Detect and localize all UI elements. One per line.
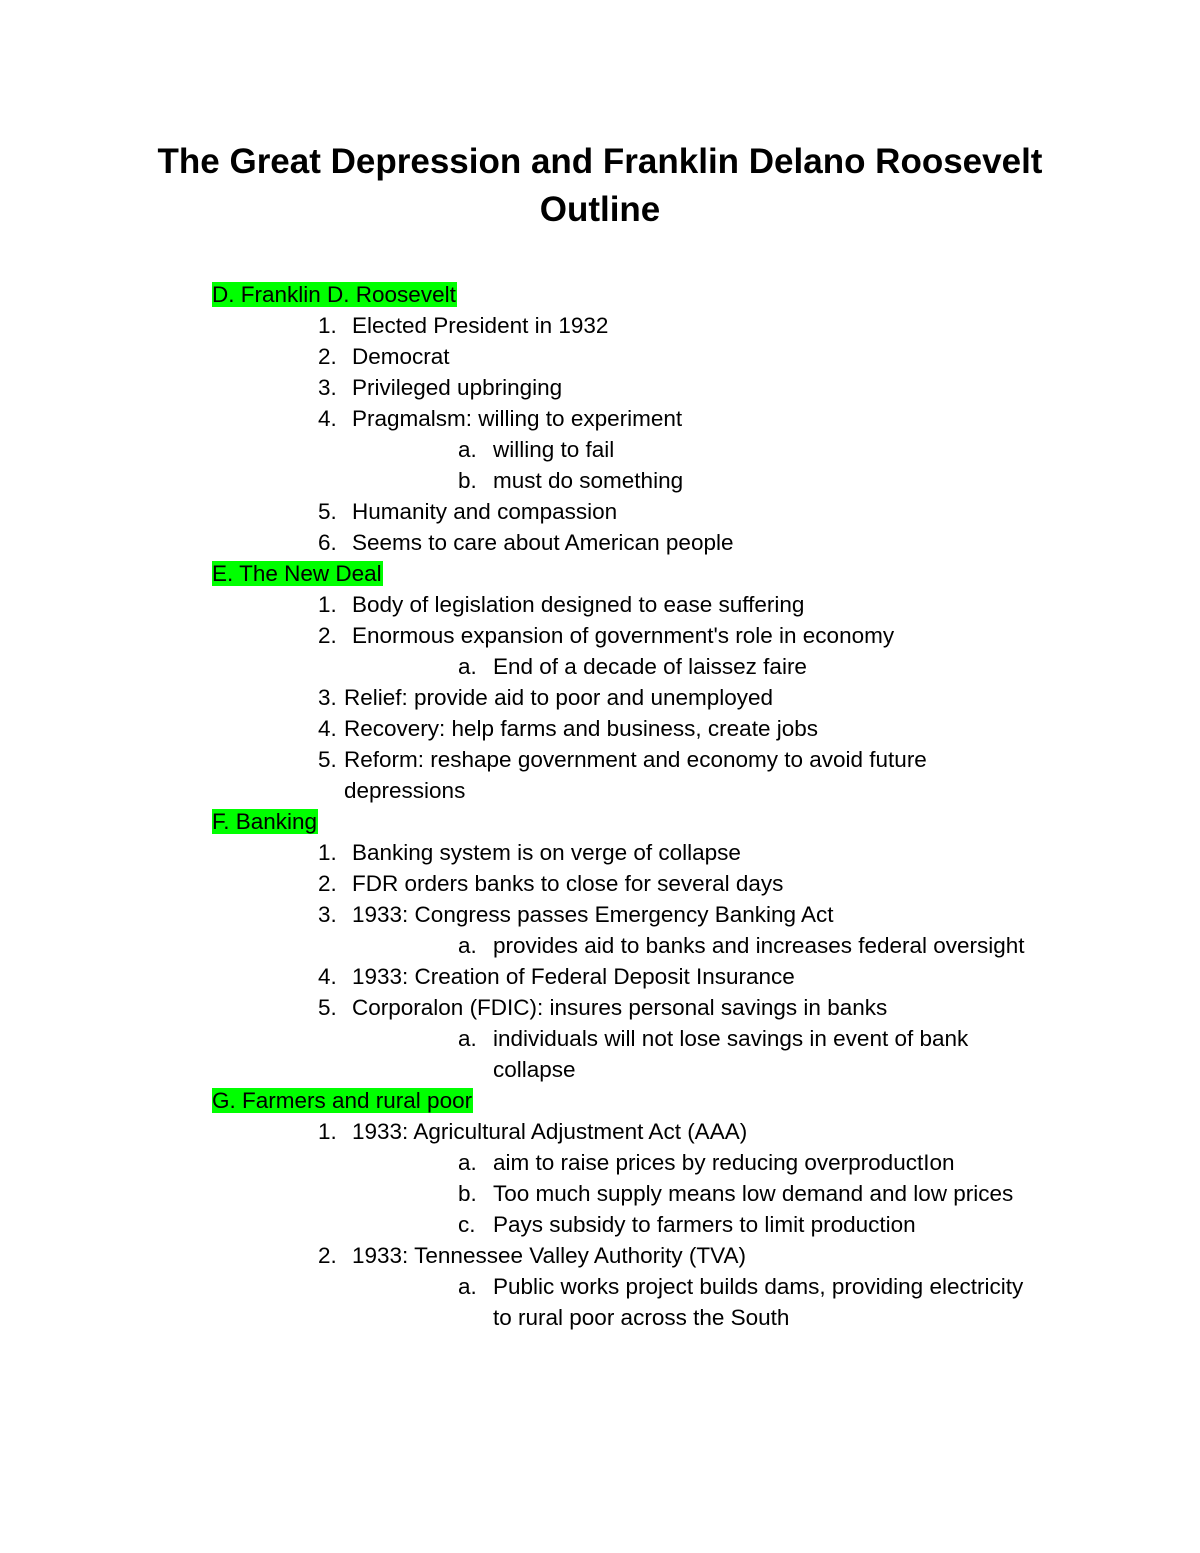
list-item-number: 1. xyxy=(318,592,337,617)
sub-list-item xyxy=(0,930,1200,961)
list-item-number: 1. xyxy=(318,1119,337,1144)
list-item-text: Humanity and compassion xyxy=(352,499,618,524)
list-item-number: 1. xyxy=(318,313,337,338)
list-item xyxy=(0,992,1200,1023)
sub-list-item xyxy=(0,1147,1200,1178)
list-item-text: Pragmalsm: willing to experiment xyxy=(352,406,683,431)
sub-list-item-text: Pays subsidy to farmers to limit production xyxy=(493,1212,916,1237)
section-heading-highlight: G. Farmers and rural poor xyxy=(212,1088,473,1113)
list-item-number: 5. xyxy=(318,747,337,772)
section-heading xyxy=(212,279,457,310)
list-item xyxy=(0,1240,1200,1271)
sub-list-item-text: End of a decade of laissez faire xyxy=(493,654,807,679)
list-item-number: 5. xyxy=(318,499,337,524)
sub-list-item-text: aim to raise prices by reducing overproductIon xyxy=(493,1150,955,1175)
list-item-text: Seems to care about American people xyxy=(352,530,734,555)
list-item-text: FDR orders banks to close for several days xyxy=(352,871,784,896)
list-item-text: 1933: Tennessee Valley Authority (TVA) xyxy=(352,1243,746,1268)
sub-list-item-letter: a. xyxy=(458,1026,477,1051)
list-item-number: 3. xyxy=(318,375,337,400)
list-item-number: 6. xyxy=(318,530,337,555)
list-item-number: 3. xyxy=(318,902,337,927)
section-heading-highlight: F. Banking xyxy=(212,809,318,834)
list-item xyxy=(0,744,1200,775)
list-item xyxy=(0,589,1200,620)
sub-list-item-text: individuals will not lose savings in event of bank xyxy=(493,1026,969,1051)
list-item-number: 2. xyxy=(318,344,337,369)
sub-list-item-continuation: collapse xyxy=(493,1057,576,1082)
list-item-text: 1933: Creation of Federal Deposit Insurance xyxy=(352,964,795,989)
sub-list-item-letter: a. xyxy=(458,654,477,679)
list-item xyxy=(0,837,1200,868)
list-item-number: 2. xyxy=(318,871,337,896)
list-item-number: 4. xyxy=(318,716,337,741)
sub-list-item xyxy=(0,1023,1200,1054)
list-item-text: Enormous expansion of government's role in economy xyxy=(352,623,895,648)
list-item-text: Reform: reshape government and economy to avoid future xyxy=(344,747,927,772)
list-item xyxy=(0,620,1200,651)
list-item xyxy=(0,868,1200,899)
sub-list-item xyxy=(0,651,1200,682)
document-title: The Great Depression and Franklin Delano Roosevelt xyxy=(157,142,1043,181)
list-item-number: 4. xyxy=(318,406,337,431)
list-item xyxy=(0,1116,1200,1147)
list-item-text: Corporalon (FDIC): insures personal savings in banks xyxy=(352,995,888,1020)
sub-list-item-letter: a. xyxy=(458,437,477,462)
list-item-number: 1. xyxy=(318,840,337,865)
section-heading xyxy=(212,1085,473,1116)
list-item-text: Relief: provide aid to poor and unemployed xyxy=(344,685,774,710)
list-item xyxy=(0,961,1200,992)
list-item xyxy=(0,310,1200,341)
list-item-text: Recovery: help farms and business, create jobs xyxy=(344,716,818,741)
list-item xyxy=(0,713,1200,744)
sub-list-item-letter: c. xyxy=(458,1212,476,1237)
sub-list-item xyxy=(0,1209,1200,1240)
list-item-number: 4. xyxy=(318,964,337,989)
document-subtitle: Outline xyxy=(539,190,661,229)
sub-list-item xyxy=(0,434,1200,465)
list-item-number: 2. xyxy=(318,623,337,648)
list-item-number: 5. xyxy=(318,995,337,1020)
sub-list-item-letter: a. xyxy=(458,933,477,958)
sub-list-item-text: provides aid to banks and increases federal oversight xyxy=(493,933,1025,958)
list-item-continuation: depressions xyxy=(344,778,466,803)
list-item xyxy=(0,682,1200,713)
list-item xyxy=(0,899,1200,930)
list-item-text: Privileged upbringing xyxy=(352,375,563,400)
list-item-text: 1933: Agricultural Adjustment Act (AAA) xyxy=(352,1119,748,1144)
section-heading-highlight: E. The New Deal xyxy=(212,561,382,586)
sub-list-item-text: Too much supply means low demand and low prices xyxy=(493,1181,1014,1206)
sub-list-item xyxy=(0,1271,1200,1302)
sub-list-item-letter: a. xyxy=(458,1274,477,1299)
list-item xyxy=(0,496,1200,527)
list-item-text: Democrat xyxy=(352,344,450,369)
list-item-number: 3. xyxy=(318,685,337,710)
section-heading xyxy=(212,806,318,837)
list-item-number: 2. xyxy=(318,1243,337,1268)
list-item-text: Body of legislation designed to ease suffering xyxy=(352,592,805,617)
list-item-text: 1933: Congress passes Emergency Banking Act xyxy=(352,902,834,927)
list-item xyxy=(0,527,1200,558)
sub-list-item xyxy=(0,465,1200,496)
sub-list-item-letter: b. xyxy=(458,468,477,493)
list-item xyxy=(0,372,1200,403)
sub-list-item-text: must do something xyxy=(493,468,684,493)
list-item-text: Banking system is on verge of collapse xyxy=(352,840,741,865)
list-item xyxy=(0,403,1200,434)
section-heading-highlight: D. Franklin D. Roosevelt xyxy=(212,282,456,307)
sub-list-item-text: willing to fail xyxy=(493,437,615,462)
list-item-text: Elected President in 1932 xyxy=(352,313,609,338)
sub-list-item-letter: b. xyxy=(458,1181,477,1206)
section-heading xyxy=(212,558,383,589)
sub-list-item-letter: a. xyxy=(458,1150,477,1175)
list-item xyxy=(0,341,1200,372)
sub-list-item-continuation: to rural poor across the South xyxy=(493,1305,790,1330)
sub-list-item-text: Public works project builds dams, providing electricity xyxy=(493,1274,1024,1299)
sub-list-item xyxy=(0,1178,1200,1209)
